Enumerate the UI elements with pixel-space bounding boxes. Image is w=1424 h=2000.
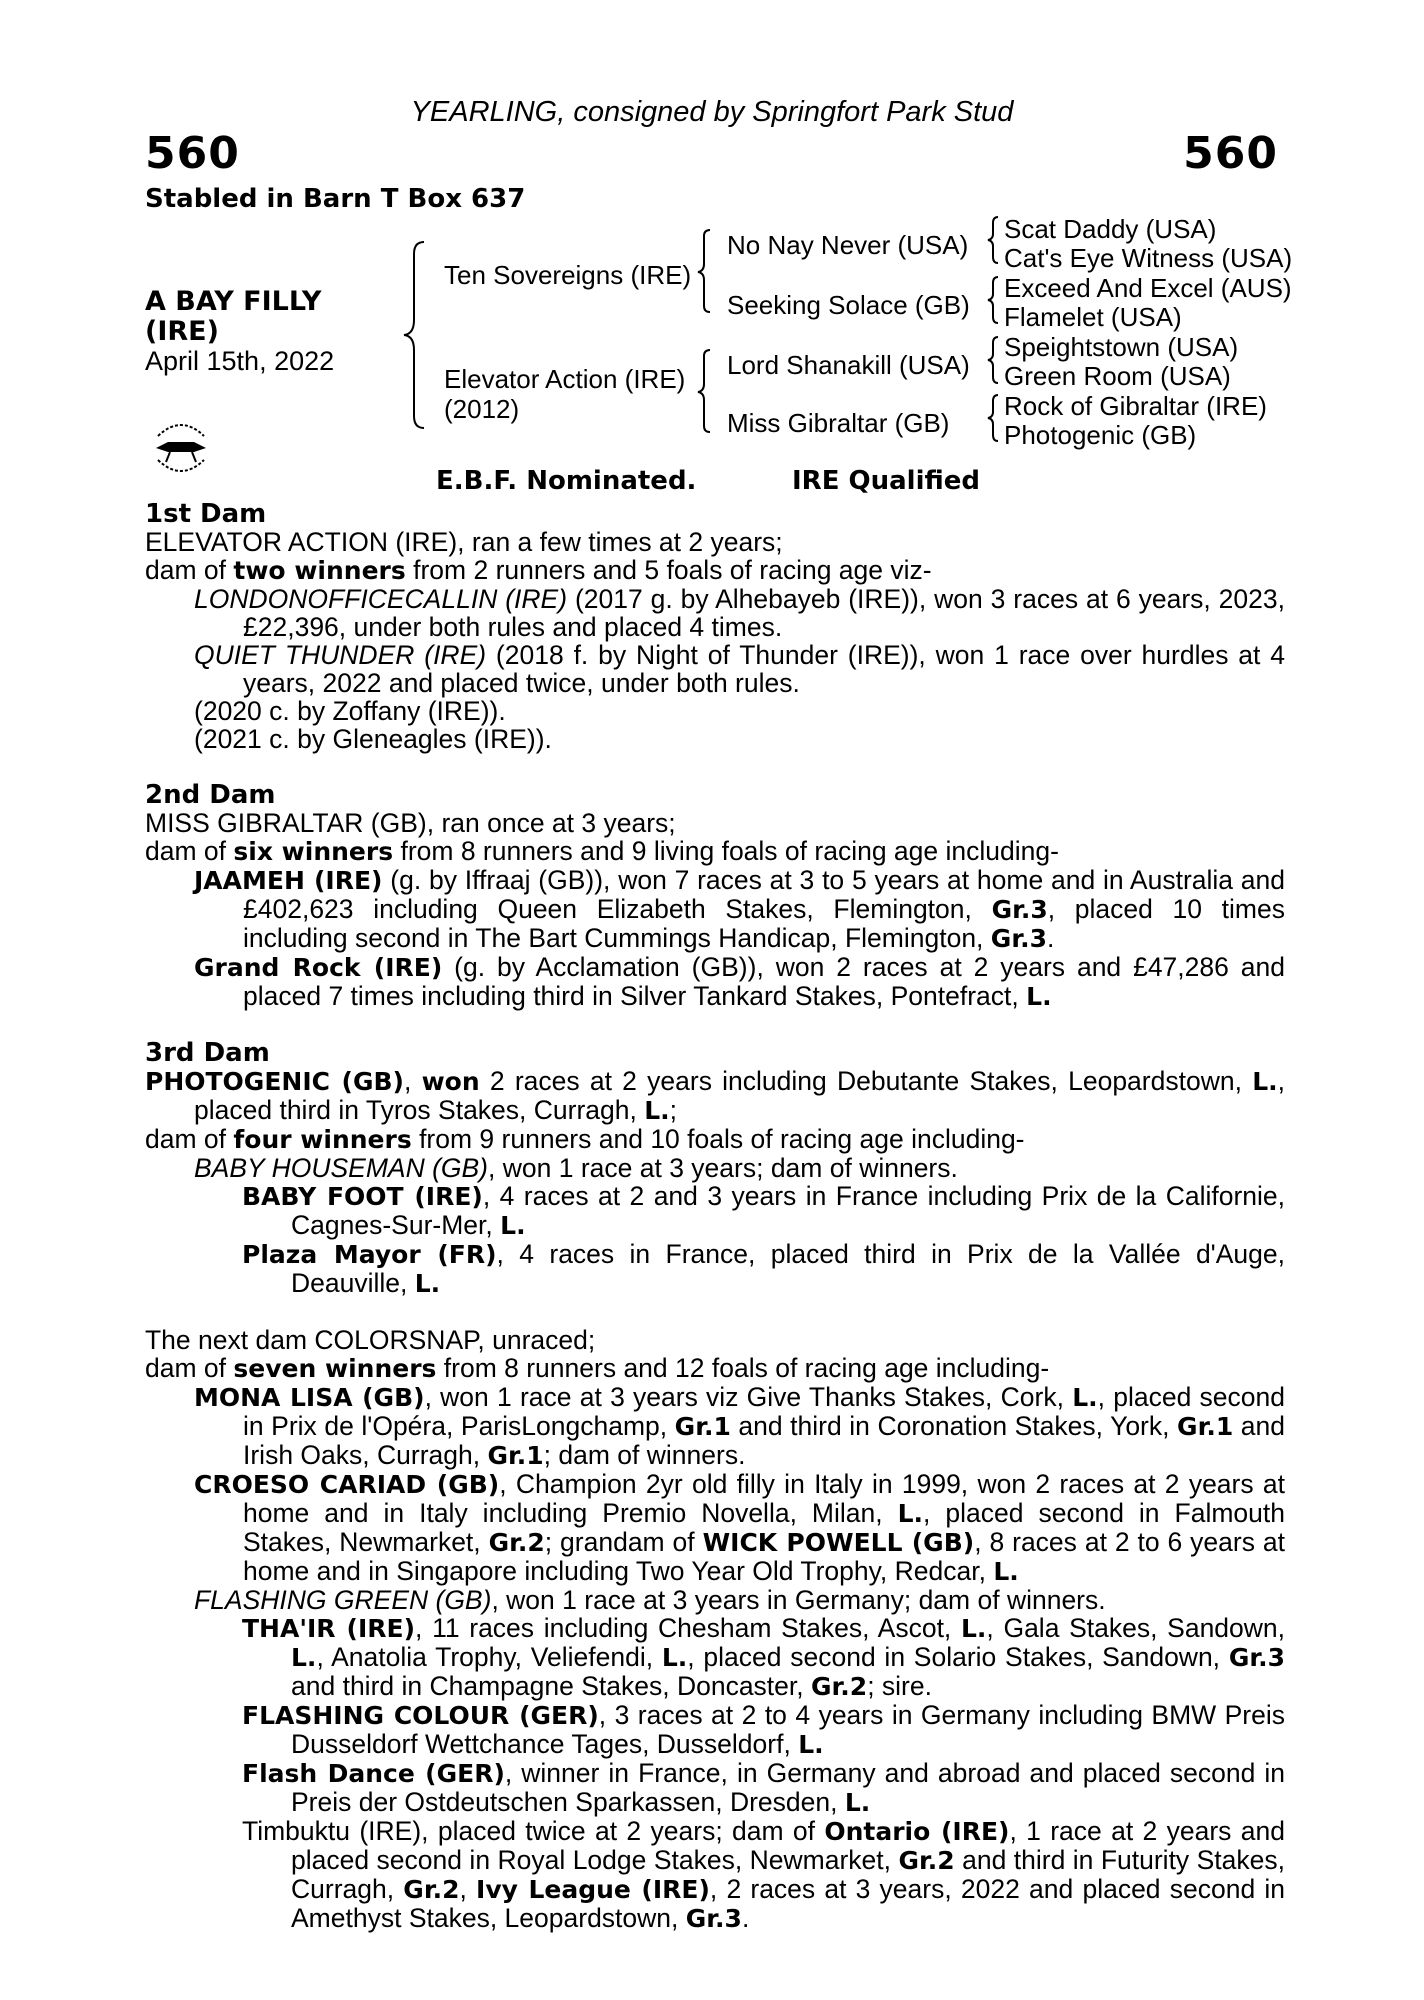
lot-number-right: 560 <box>1183 128 1278 179</box>
third-dam-produce-summary: dam of four winners from 9 runners and 10 foals of racing age including- <box>145 1124 1025 1154</box>
catalogue-page-body <box>145 500 1285 1933</box>
pedigree-sire-dam: Seeking Solace (GB) <box>727 290 970 320</box>
first-dam-produce-summary: dam of two winners from 2 runners and 5 foals of racing age viz- <box>145 555 932 585</box>
second-dam-line: MISS GIBRALTAR (GB), ran once at 3 years; <box>145 808 676 838</box>
produce-entry: Grand Rock (IRE) (g. by Acclamation (GB)), won 2 races at 2 years and £47,286 and placed 7 times including third in Silver Tankard Stakes, Pontefract, L. <box>194 952 1285 1011</box>
pedigree-sds: Exceed And Excel (AUS) <box>1004 273 1292 303</box>
produce-entry: QUIET THUNDER (IRE) (2018 f. by Night of Thunder (IRE)), won 1 race over hurdles at 4 years, 2022 and placed twice, under both rules. <box>194 640 1285 698</box>
pedigree-dss: Speightstown (USA) <box>1004 332 1239 362</box>
pedigree-brace-sd <box>986 274 1002 326</box>
pedigree-dam-sire: Lord Shanakill (USA) <box>727 350 970 380</box>
pedigree-brace-dd <box>986 392 1002 444</box>
pedigree-sire-brace <box>696 226 716 316</box>
second-dam-produce-summary: dam of six winners from 8 runners and 9 living foals of racing age including- <box>145 836 1059 866</box>
grand-produce-entry: Plaza Mayor (FR), 4 races in France, placed third in Prix de la Vallée d'Auge, Deauville, L. <box>242 1239 1285 1298</box>
consignor-header: YEARLING, consigned by Springfort Park Stud <box>410 96 1014 128</box>
first-dam-heading: 1st Dam <box>145 499 267 529</box>
stud-logo <box>148 412 214 487</box>
pedigree-sire: Ten Sovereigns (IRE) <box>444 260 692 290</box>
third-dam-line: PHOTOGENIC (GB), won 2 races at 2 years including Debutante Stakes, Leopardstown, L., placed third in Tyros Stakes, Curragh, L.; <box>145 1066 1285 1125</box>
ire-qualified: IRE Qualified <box>792 466 981 496</box>
pedigree-dds: Rock of Gibraltar (IRE) <box>1004 391 1267 421</box>
lot-number-left: 560 <box>145 128 240 179</box>
pedigree-ddd: Photogenic (GB) <box>1004 420 1197 450</box>
produce-entry: LONDONOFFICECALLIN (IRE) (2017 g. by Alhebayeb (IRE)), won 3 races at 6 years, 2023, £22,396, under both rules and placed 4 times. <box>194 584 1285 642</box>
next-dam-line: The next dam COLORSNAP, unraced; <box>145 1325 596 1355</box>
pedigree-dam: Elevator Action (IRE) <box>444 364 686 394</box>
second-dam-heading: 2nd Dam <box>145 780 276 810</box>
foaling-date: April 15th, 2022 <box>145 346 335 376</box>
pedigree-sdd: Flamelet (USA) <box>1004 302 1182 332</box>
stabling-info: Stabled in Barn T Box 637 <box>145 184 526 214</box>
pedigree-dam-year: (2012) <box>444 394 520 424</box>
pedigree-ssd: Cat's Eye Witness (USA) <box>1004 243 1293 273</box>
grand-produce-entry: THA'IR (IRE), 11 races including Chesham Stakes, Ascot, L., Gala Stakes, Sandown, L., Anatolia Trophy, Veliefendi, L., placed second in Solario Stakes, Sandown, Gr.3 and third in Champagne Stakes, Doncaster, Gr.2; sire. <box>242 1613 1286 1701</box>
produce-entry: (2021 c. by Gleneagles (IRE)). <box>194 724 552 754</box>
grand-produce-entry: Flash Dance (GER), winner in France, in Germany and abroad and placed second in Preis der Ostdeutschen Sparkassen, Dresden, L. <box>242 1758 1286 1817</box>
produce-entry: BABY HOUSEMAN (GB), won 1 race at 3 years; dam of winners. <box>194 1153 958 1183</box>
produce-entry: (2020 c. by Zoffany (IRE)). <box>194 696 506 726</box>
produce-entry: JAAMEH (IRE) (g. by Iffraaj (GB)), won 7 races at 3 to 5 years at home and in Australia and £402,623 including Queen Elizabeth Stakes, Flemington, Gr.3, placed 10 times including second in The Bart Cummings Handicap, Flemington, Gr.3. <box>194 865 1286 953</box>
pedigree-main-brace <box>400 240 440 430</box>
first-dam-line: ELEVATOR ACTION (IRE), ran a few times at 2 years; <box>145 527 783 557</box>
horse-description-line1: A BAY FILLY <box>145 286 322 317</box>
pedigree-brace-ds <box>986 334 1002 386</box>
pedigree-dam-dam: Miss Gibraltar (GB) <box>727 408 950 438</box>
produce-entry: FLASHING GREEN (GB), won 1 race at 3 years in Germany; dam of winners. <box>194 1585 1106 1615</box>
produce-entry: CROESO CARIAD (GB), Champion 2yr old filly in Italy in 1999, won 2 races at 2 years at home and in Italy including Premio Novella, Milan, L., placed second in Falmouth Stakes, Newmarket, Gr.2; grandam of WICK POWELL (GB), 8 races at 2 to 6 years at home and in Singapore including Two Year Old Trophy, Redcar, L. <box>194 1469 1285 1586</box>
pedigree-sire-sire: No Nay Never (USA) <box>727 230 969 260</box>
pedigree-dsd: Green Room (USA) <box>1004 361 1231 391</box>
produce-entry: MONA LISA (GB), won 1 race at 3 years viz Give Thanks Stakes, Cork, L., placed second in Prix de l'Opéra, ParisLongchamp, Gr.1 and third in Coronation Stakes, York, Gr.1 and Irish Oaks, Curragh, Gr.1; dam of winners. <box>194 1382 1285 1470</box>
pedigree-brace-ss <box>986 214 1002 266</box>
next-dam-produce-summary: dam of seven winners from 8 runners and 12 foals of racing age including- <box>145 1353 1050 1383</box>
third-dam-heading: 3rd Dam <box>145 1038 270 1068</box>
pedigree-dam-brace <box>696 346 716 436</box>
horse-description-line2: (IRE) <box>145 316 219 347</box>
grand-produce-entry: FLASHING COLOUR (GER), 3 races at 2 to 4 years in Germany including BMW Preis Dusseldorf Wettchance Tages, Dusseldorf, L. <box>242 1700 1286 1759</box>
pedigree-sss: Scat Daddy (USA) <box>1004 214 1217 244</box>
grand-produce-entry: Timbuktu (IRE), placed twice at 2 years; dam of Ontario (IRE), 1 race at 2 years and placed second in Royal Lodge Stakes, Newmarket, Gr.2 and third in Futurity Stakes, Curragh, Gr.2, Ivy League (IRE), 2 races at 3 years, 2022 and placed second in Amethyst Stakes, Leopardstown, Gr.3. <box>242 1816 1285 1933</box>
grand-produce-entry: BABY FOOT (IRE), 4 races at 2 and 3 years in France including Prix de la Californie, Cagnes-Sur-Mer, L. <box>242 1181 1285 1240</box>
ebf-nominated: E.B.F. Nominated. <box>436 466 697 496</box>
